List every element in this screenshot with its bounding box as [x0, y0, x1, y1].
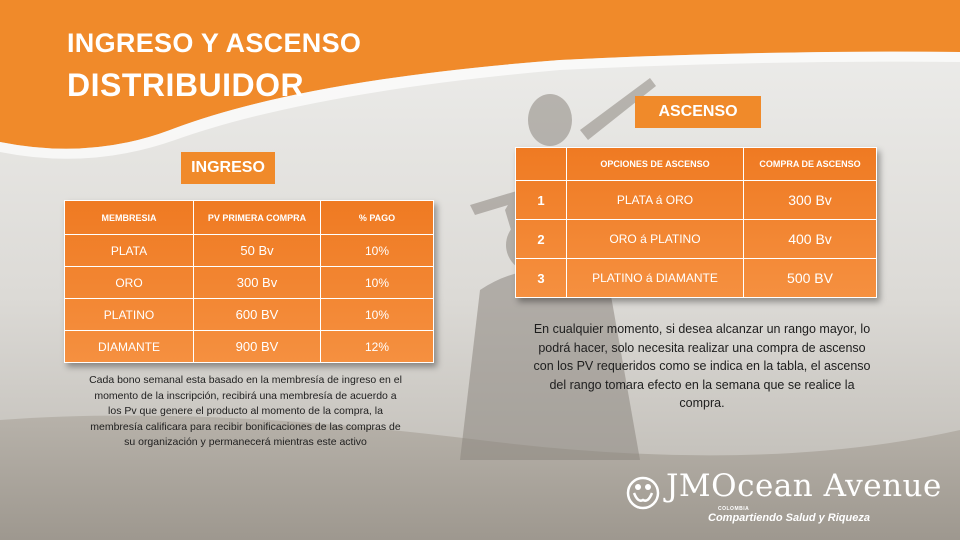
ascenso-description: En cualquier momento, si desea alcanzar un rango mayor, lo podrá hacer, solo necesita realizar una compra de ascenso con los PV requeridos como se indica en la tabla, el ascenso del rango tomara efecto en la semana que se realice la compra.	[533, 322, 871, 410]
table-cell: PLATA á ORO	[567, 181, 744, 220]
table-cell: 400 Bv	[744, 220, 877, 259]
table-header-row	[516, 148, 877, 181]
header-cell: COMPRA DE ASCENSO	[744, 148, 877, 181]
table-cell: 3	[516, 259, 567, 298]
table-row	[516, 181, 877, 220]
table-cell: 900 BV	[194, 331, 321, 363]
ingreso-description: Cada bono semanal esta basado en la membresía de ingreso en el momento de la inscripción, recibirá una membresía de acuerdo a los Pv que genere el producto al momento de la compra, la membresía calificara para recibir bonificaciones de las compras de su organización y permanecerá mientras este activo	[89, 374, 402, 448]
table-row	[65, 267, 434, 299]
table-cell: ORO	[65, 267, 194, 299]
ingreso-label: INGRESO	[181, 152, 275, 184]
table-cell: 300 Bv	[744, 181, 877, 220]
table-row	[65, 299, 434, 331]
header-cell: MEMBRESIA	[65, 201, 194, 235]
logo-mark-icon	[626, 476, 660, 510]
table-cell: 50 Bv	[194, 235, 321, 267]
header-cell	[516, 148, 567, 181]
table-cell: 10%	[321, 267, 434, 299]
table-header-row	[65, 201, 434, 235]
table-cell: PLATINO	[65, 299, 194, 331]
table-cell: 500 BV	[744, 259, 877, 298]
table-row	[65, 235, 434, 267]
table-cell: 600 BV	[194, 299, 321, 331]
table-cell: ORO á PLATINO	[567, 220, 744, 259]
ascenso-label: ASCENSO	[635, 96, 761, 128]
table-cell: 300 Bv	[194, 267, 321, 299]
table-cell: 1	[516, 181, 567, 220]
table-row	[516, 259, 877, 298]
logo-brand-name: JMOcean Avenue	[666, 468, 942, 504]
ingreso-table	[64, 200, 434, 363]
table-cell: PLATA	[65, 235, 194, 267]
page-title-line1: INGRESO Y ASCENSO	[67, 28, 362, 58]
table-cell: 10%	[321, 299, 434, 331]
table-cell: PLATINO á DIAMANTE	[567, 259, 744, 298]
logo-tagline: Compartiendo Salud y Riqueza	[708, 512, 870, 524]
brand-logo	[626, 468, 942, 530]
table-cell: 10%	[321, 235, 434, 267]
table-cell: 12%	[321, 331, 434, 363]
header-cell: PV PRIMERA COMPRA	[194, 201, 321, 235]
header-cell: % PAGO	[321, 201, 434, 235]
table-row	[516, 220, 877, 259]
page-title-line2: DISTRIBUIDOR	[67, 67, 305, 103]
table-row	[65, 331, 434, 363]
ascenso-table	[515, 147, 877, 298]
header-cell: OPCIONES DE ASCENSO	[567, 148, 744, 181]
table-cell: 2	[516, 220, 567, 259]
table-cell: DIAMANTE	[65, 331, 194, 363]
logo-country: COLOMBIA	[718, 506, 750, 512]
